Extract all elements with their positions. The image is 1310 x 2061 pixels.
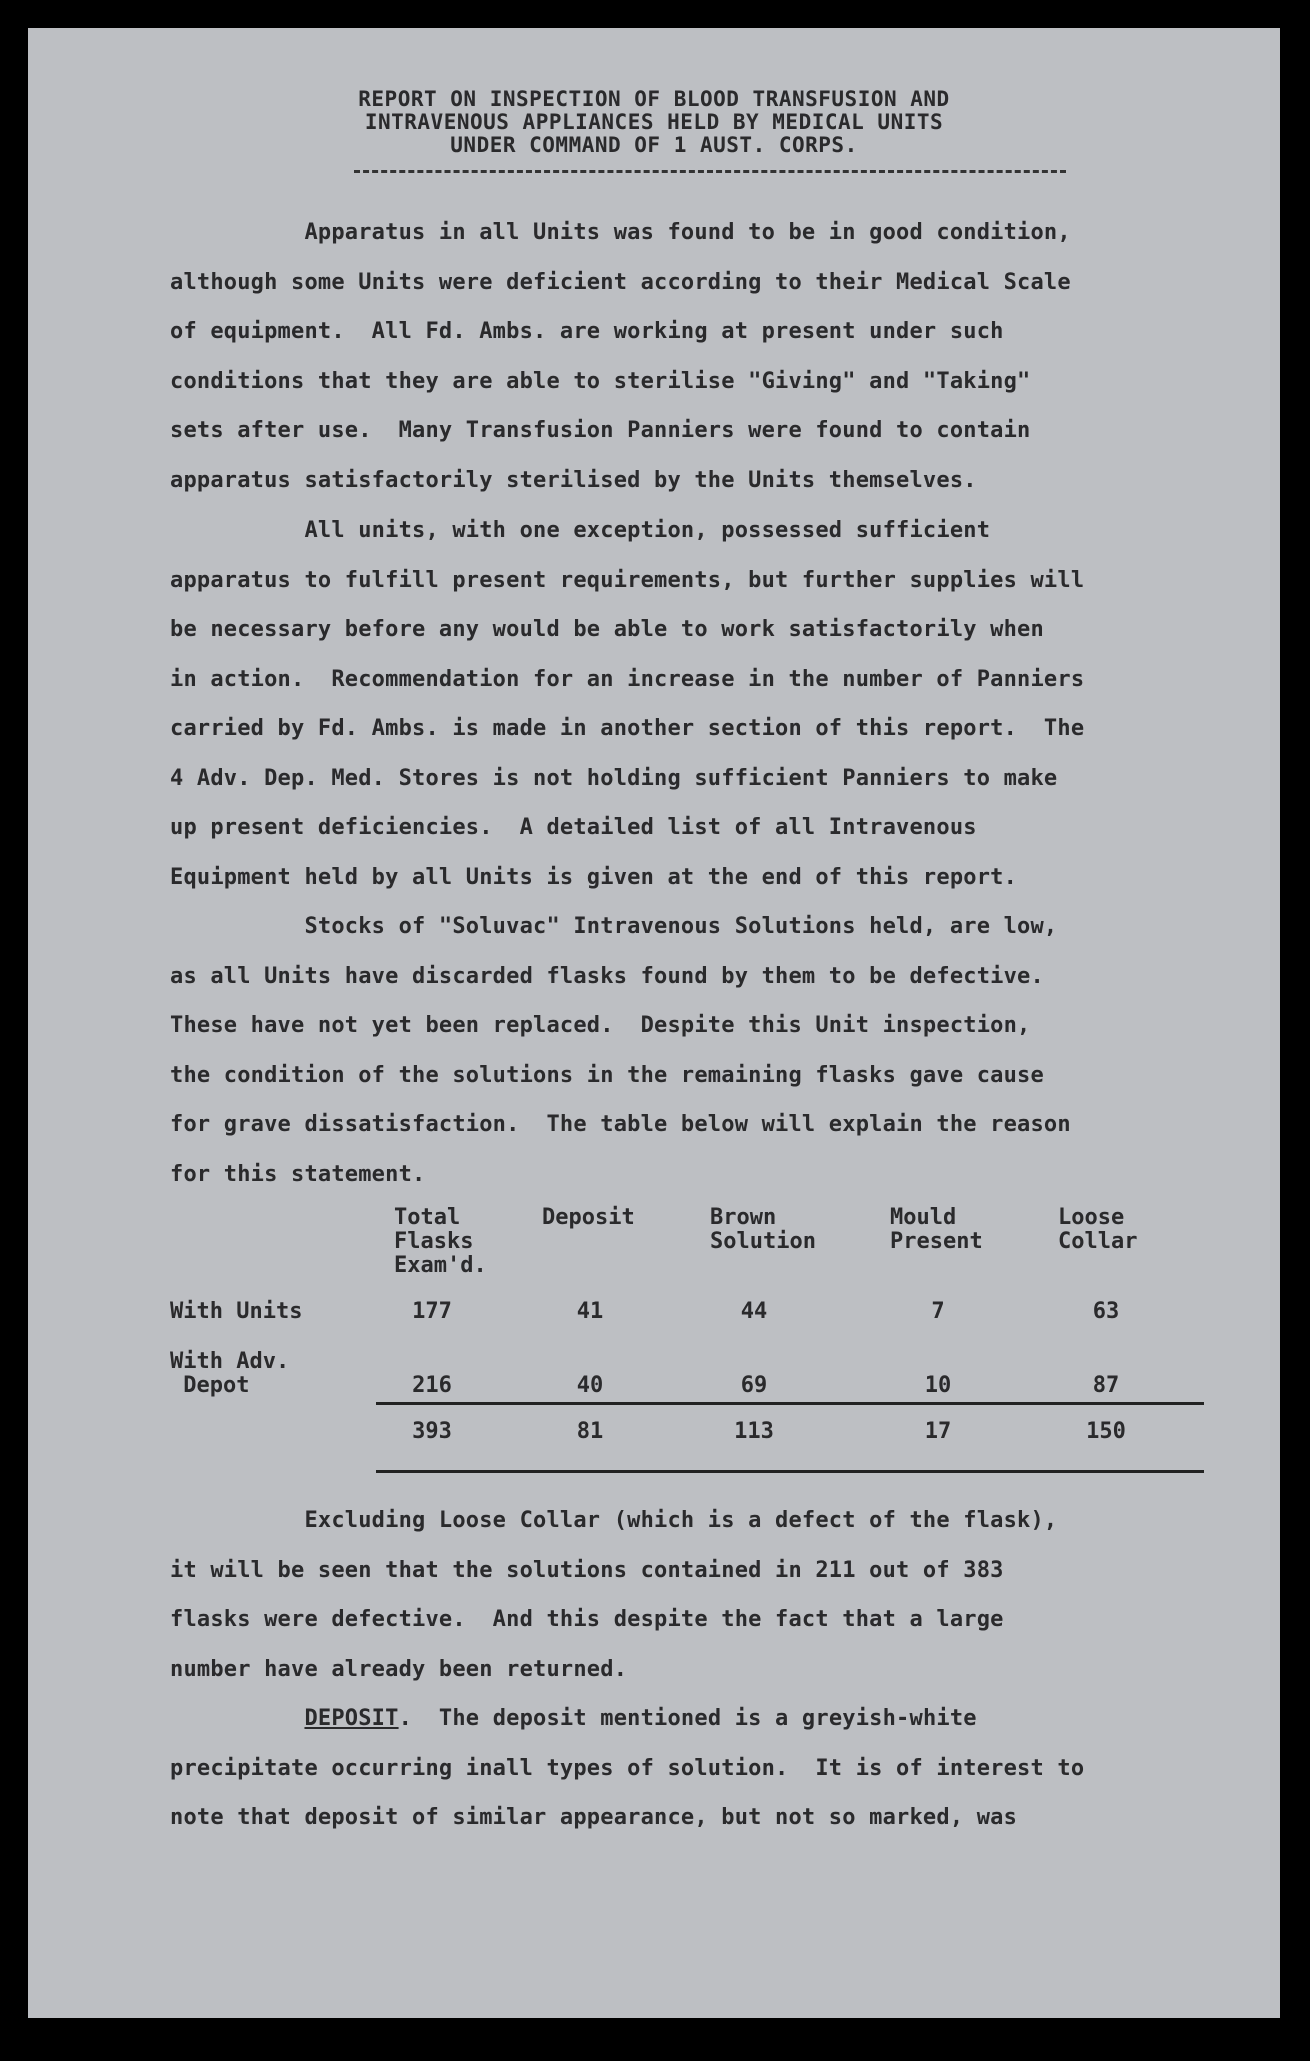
- table-header-collar: Loose Collar: [1058, 1205, 1138, 1254]
- flask-inspection-table: [170, 1206, 1210, 1526]
- paragraph-apparatus: [170, 208, 1230, 505]
- table-total-cell: 81: [576, 1419, 604, 1444]
- text-line: conditions that they are able to sterilise "Giving" and "Taking": [170, 368, 1031, 394]
- deposit-heading: DEPOSIT: [304, 1706, 399, 1731]
- paragraph-excluding: [170, 1496, 1230, 1694]
- table-cell: 69: [740, 1373, 768, 1398]
- table-total-rule: [376, 1402, 1204, 1405]
- text-line: Stocks of "Soluvac" Intravenous Solutions held, are low,: [170, 914, 1058, 939]
- document-page: [28, 28, 1280, 2018]
- text-line: it will be seen that the solutions contained in 211 out of 383: [170, 1557, 1004, 1583]
- table-cell: 63: [1092, 1299, 1120, 1324]
- text-line: for this statement.: [170, 1161, 426, 1187]
- report-title: [28, 88, 1280, 157]
- text-line: Equipment held by all Units is given at the end of this report.: [170, 864, 1018, 890]
- text-line: All units, with one exception, possessed sufficient: [170, 518, 991, 543]
- text-line: as all Units have discarded flasks found by them to be defective.: [170, 963, 1044, 989]
- text-line: These have not yet been replaced. Despite this Unit inspection,: [170, 1013, 1031, 1038]
- text-line: carried by Fd. Ambs. is made in another section of this report. The: [170, 716, 1085, 741]
- table-total-cell: 17: [924, 1419, 952, 1444]
- text-line: flasks were defective. And this despite the fact that a large: [170, 1607, 1004, 1632]
- table-cell: 10: [924, 1373, 952, 1398]
- table-header-deposit: Deposit: [542, 1205, 635, 1230]
- table-header-brown: Brown Solution: [710, 1205, 816, 1254]
- table-cell: 7: [931, 1299, 945, 1324]
- text-line: Apparatus in all Units was found to be in good condition,: [170, 220, 1071, 245]
- deposit-first-line: . The deposit mentioned is a greyish-white: [398, 1706, 977, 1731]
- paragraph-units: [170, 506, 1230, 902]
- text-line: note that deposit of similar appearance, but not so marked, was: [170, 1805, 1018, 1830]
- text-line: sets after use. Many Transfusion Panniers were found to contain: [170, 418, 1031, 443]
- title-line-2: INTRAVENOUS APPLIANCES HELD BY MEDICAL UNITS: [364, 110, 944, 134]
- paragraph-soluvac: [170, 902, 1230, 1199]
- row-label-units: With Units: [170, 1299, 303, 1324]
- title-line-3: UNDER COMMAND OF 1 AUST. CORPS.: [450, 133, 858, 157]
- table-cell: 40: [576, 1373, 604, 1398]
- table-header-mould: Mould Present: [890, 1205, 983, 1254]
- table-total-cell: 150: [1086, 1419, 1126, 1444]
- table-cell: 44: [740, 1299, 768, 1324]
- text-line: the condition of the solutions in the remaining flasks gave cause: [170, 1062, 1044, 1088]
- text-line: precipitate occurring inall types of solution. It is of interest to: [170, 1755, 1085, 1781]
- text-line: be necessary before any would be able to work satisfactorily when: [170, 617, 1044, 642]
- title-line-1: REPORT ON INSPECTION OF BLOOD TRANSFUSION AND: [358, 87, 950, 111]
- text-line: 4 Adv. Dep. Med. Stores is not holding sufficient Panniers to make: [170, 765, 1058, 791]
- text-line: apparatus to fulfill present requirements, but further supplies will: [170, 567, 1085, 593]
- text-line: apparatus satisfactorily sterilised by the Units themselves.: [170, 467, 977, 493]
- text-line: [170, 1694, 1230, 1744]
- text-line: up present deficiencies. A detailed list of all Intravenous: [170, 815, 977, 840]
- table-cell: 177: [412, 1299, 452, 1324]
- table-bottom-rule: [376, 1470, 1204, 1473]
- text-line: although some Units were deficient according to their Medical Scale: [170, 269, 1071, 295]
- table-header-total: Total Flasks Exam'd.: [394, 1205, 487, 1278]
- table-cell: 41: [576, 1299, 604, 1324]
- table-cell: 216: [412, 1373, 452, 1398]
- table-total-cell: 393: [412, 1419, 452, 1444]
- table-total-cell: 113: [734, 1419, 774, 1444]
- text-line: of equipment. All Fd. Ambs. are working at present under such: [170, 319, 1004, 344]
- text-line: Excluding Loose Collar (which is a defect of the flask),: [170, 1508, 1058, 1533]
- paragraph-deposit: [170, 1694, 1230, 1843]
- text-line: number have already been returned.: [170, 1656, 628, 1682]
- row-label-depot: With Adv. Depot: [170, 1349, 290, 1398]
- table-cell: 87: [1092, 1373, 1120, 1398]
- text-line: for grave dissatisfaction. The table below will explain the reason: [170, 1112, 1071, 1137]
- text-line: in action. Recommendation for an increase in the number of Panniers: [170, 666, 1085, 692]
- title-underline: [354, 170, 1066, 173]
